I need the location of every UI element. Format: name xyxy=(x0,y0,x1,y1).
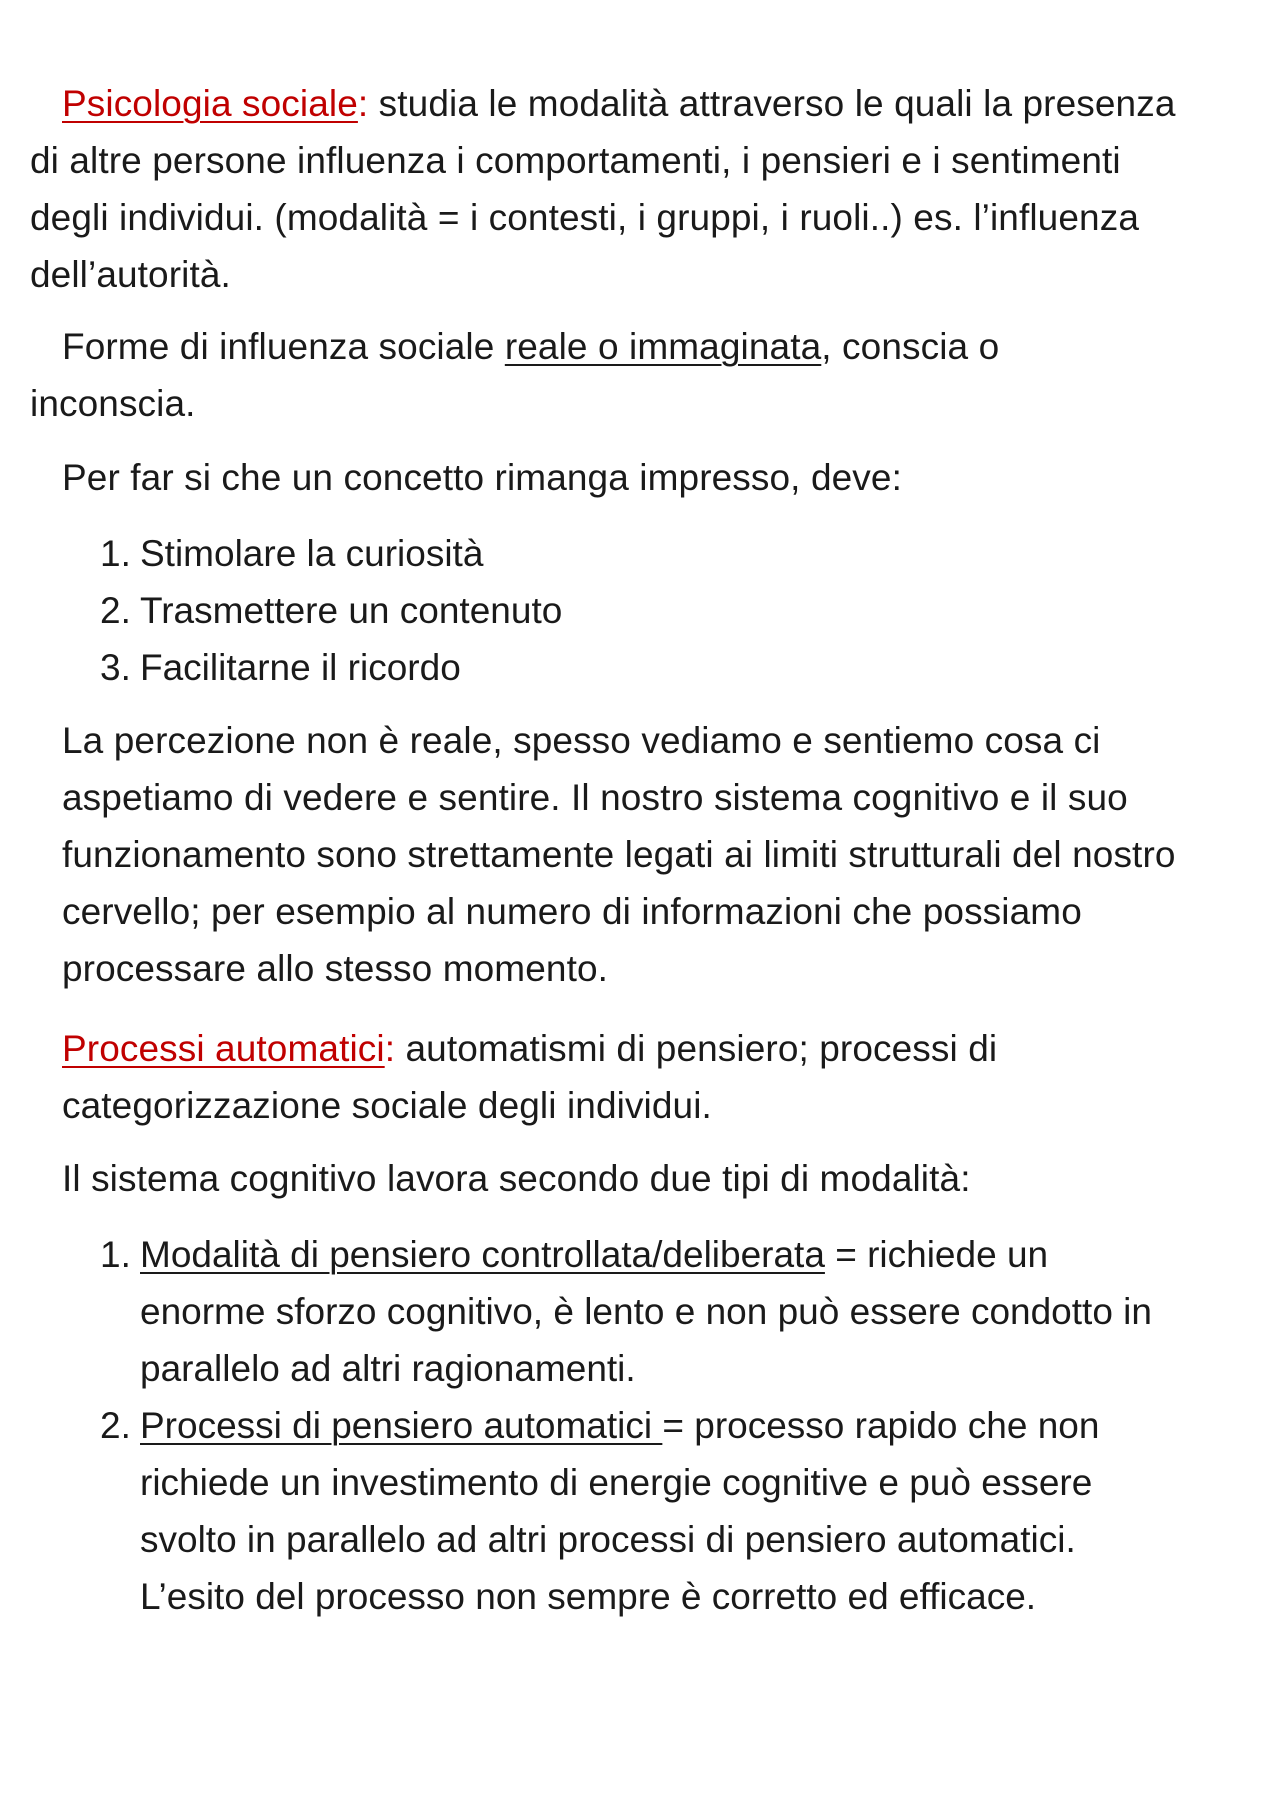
list-item-underlined: Processi di pensiero automatici xyxy=(140,1405,663,1446)
list-item-number: 1. xyxy=(100,1234,131,1275)
paragraph-text: Per far si che un concetto rimanga impresso, deve: xyxy=(62,457,902,498)
paragraph-text: studia le modalità attraverso le quali la presenza di altre persone influenza i comportamenti, i pensieri e i sentimenti degli individui. (modalità = i contesti, i gruppi, i ruoli..) es. l’influenza dell’autorità. xyxy=(30,83,1176,295)
underlined-phrase: reale o immaginata xyxy=(504,326,822,367)
list-item xyxy=(100,639,1100,696)
paragraph-text-after: , conscia o inconscia. xyxy=(30,326,1000,424)
paragraph-psicologia-sociale xyxy=(30,75,1200,303)
list-item-number: 1. xyxy=(100,533,131,574)
paragraph-text: La percezione non è reale, spesso vediamo e sentiemo cosa ci aspetiamo di vedere e sentire. Il nostro sistema cognitivo e il suo funzionamento sono strettamente legati ai limiti strutturali del nostro cervello; per esempio al numero di informazioni che possiamo processare allo stesso momento. xyxy=(62,720,1176,989)
list-item-text: Facilitarne il ricordo xyxy=(140,647,461,688)
paragraph-text: Il sistema cognitivo lavora secondo due tipi di modalità: xyxy=(62,1158,971,1199)
list-item xyxy=(100,1226,1180,1397)
list-item xyxy=(100,1397,1180,1625)
paragraph-sistema-cognitivo xyxy=(62,1150,1182,1207)
list-item-underlined: Modalità di pensiero controllata/deliberata xyxy=(140,1234,825,1275)
list-item-number: 2. xyxy=(100,1405,131,1446)
list-item xyxy=(100,525,1100,582)
list-concetto-steps xyxy=(100,525,1100,696)
list-modalita xyxy=(100,1226,1180,1625)
list-item-number: 2. xyxy=(100,590,131,631)
paragraph-percezione xyxy=(62,712,1192,997)
paragraph-forme-influenza xyxy=(30,318,1070,432)
paragraph-text: automatismi di pensiero; processi di categorizzazione sociale degli individui. xyxy=(62,1028,998,1126)
list-item-text: = processo rapido che non richiede un investimento di energie cognitive e può essere svolto in parallelo ad altri processi di pensiero automatici. L’esito del processo non sempre è corretto ed efficace. xyxy=(140,1405,1100,1617)
list-item-text: Stimolare la curiosità xyxy=(140,533,484,574)
paragraph-text-before: Forme di influenza sociale xyxy=(62,326,505,367)
term-colon: : xyxy=(384,1028,396,1069)
list-item-text: = richiede un enorme sforzo cognitivo, è lento e non può essere condotto in parallelo ad altri ragionamenti. xyxy=(140,1234,1152,1389)
term-processi-automatici: Processi automatici xyxy=(62,1028,385,1069)
term-colon: : xyxy=(357,83,369,124)
list-item-number: 3. xyxy=(100,647,131,688)
list-item-text: Trasmettere un contenuto xyxy=(140,590,563,631)
list-item xyxy=(100,582,1100,639)
term-psicologia-sociale: Psicologia sociale xyxy=(62,83,358,124)
paragraph-processi-automatici xyxy=(62,1020,1102,1134)
paragraph-concetto xyxy=(62,449,1182,506)
